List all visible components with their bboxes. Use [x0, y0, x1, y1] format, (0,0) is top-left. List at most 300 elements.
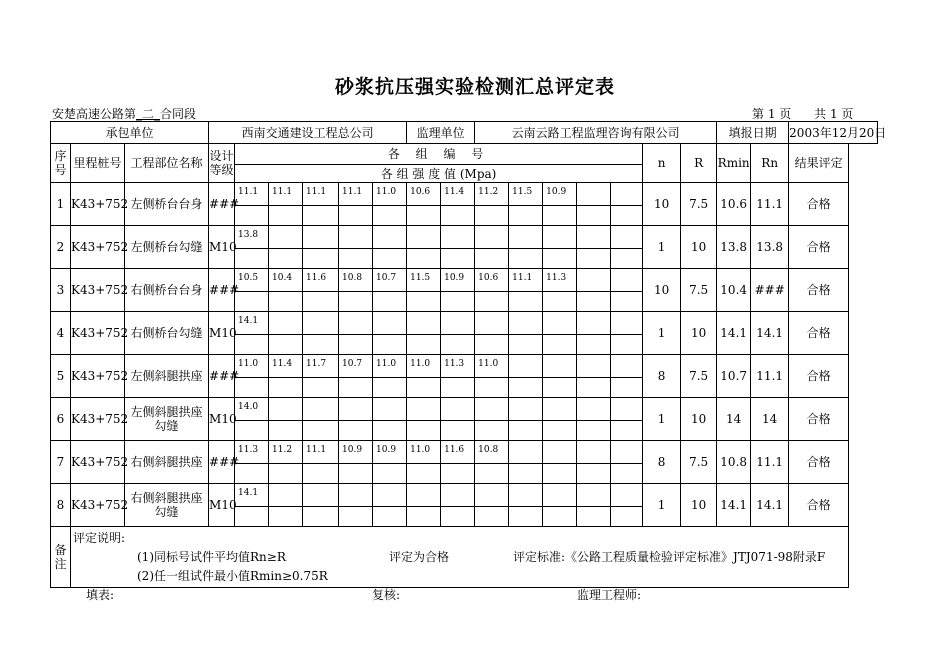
- page-number: 第 1 页: [752, 107, 792, 121]
- col-rn: Rn: [751, 144, 789, 183]
- strength-value: 10.6: [475, 269, 509, 292]
- col-group-strength: 各 组 强 度 值 (Mpa): [235, 165, 643, 183]
- strength-cell-lower: [235, 249, 269, 269]
- col-n: n: [643, 144, 681, 183]
- date-label: 填报日期: [717, 122, 789, 144]
- row-r: 7.5: [681, 441, 717, 484]
- strength-value: 11.7: [303, 355, 339, 378]
- col-design-grade: 设计等级: [209, 144, 235, 183]
- strength-value: [303, 398, 339, 421]
- strength-cell-lower: [509, 335, 543, 355]
- strength-cell-lower: [269, 206, 303, 226]
- row-part: 右侧桥台台身: [125, 269, 209, 312]
- strength-cell-lower: [373, 421, 407, 441]
- row-rn: 14.1: [751, 484, 789, 527]
- strength-value: 14.1: [235, 312, 269, 335]
- row-rmin: 10.8: [717, 441, 751, 484]
- row-part: 左侧斜腿拱座勾缝: [125, 398, 209, 441]
- row-rmin: 10.7: [717, 355, 751, 398]
- strength-value: [611, 398, 643, 421]
- strength-cell-lower: [543, 507, 577, 527]
- strength-cell-lower: [373, 507, 407, 527]
- strength-value: [509, 398, 543, 421]
- notes-verdict: 评定为合格: [389, 550, 450, 564]
- strength-value: 11.0: [235, 355, 269, 378]
- row-rn: ###: [751, 269, 789, 312]
- row-seq: 7: [51, 441, 71, 484]
- strength-value: [577, 441, 611, 464]
- strength-cell-lower: [543, 421, 577, 441]
- strength-value: [577, 484, 611, 507]
- strength-value: [303, 226, 339, 249]
- row-rn: 11.1: [751, 183, 789, 226]
- strength-cell-lower: [269, 421, 303, 441]
- strength-value: [441, 226, 475, 249]
- strength-value: 13.8: [235, 226, 269, 249]
- row-result: 合格: [789, 269, 849, 312]
- strength-cell-lower: [235, 421, 269, 441]
- row-station: K43+752: [71, 398, 125, 441]
- strength-cell-lower: [373, 249, 407, 269]
- strength-value: 10.8: [475, 441, 509, 464]
- strength-value: 14.1: [235, 484, 269, 507]
- strength-value: 11.1: [303, 183, 339, 206]
- strength-value: 11.6: [441, 441, 475, 464]
- strength-value: 11.1: [235, 183, 269, 206]
- row-part: 左侧桥台勾缝: [125, 226, 209, 269]
- row-n: 1: [643, 312, 681, 355]
- row-r: 7.5: [681, 355, 717, 398]
- row-result: 合格: [789, 226, 849, 269]
- strength-value: 10.9: [373, 441, 407, 464]
- strength-cell-lower: [509, 464, 543, 484]
- strength-value: [611, 312, 643, 335]
- strength-value: [339, 398, 373, 421]
- row-n: 10: [643, 269, 681, 312]
- strength-cell-lower: [235, 206, 269, 226]
- table-row: [51, 484, 878, 507]
- table-row: [51, 226, 878, 249]
- strength-cell-lower: [303, 335, 339, 355]
- strength-value: [611, 484, 643, 507]
- row-r: 10: [681, 398, 717, 441]
- row-n: 1: [643, 226, 681, 269]
- strength-value: [373, 226, 407, 249]
- project-section: 安楚高速公路第_二_合同段: [52, 107, 197, 121]
- col-rmin: Rmin: [717, 144, 751, 183]
- strength-value: 10.7: [339, 355, 373, 378]
- strength-cell-lower: [577, 206, 611, 226]
- strength-cell-lower: [269, 507, 303, 527]
- strength-cell-lower: [611, 464, 643, 484]
- strength-value: [611, 355, 643, 378]
- strength-cell-lower: [407, 206, 441, 226]
- strength-value: 10.4: [269, 269, 303, 292]
- row-n: 8: [643, 355, 681, 398]
- strength-value: [577, 269, 611, 292]
- strength-cell-lower: [543, 249, 577, 269]
- strength-cell-lower: [509, 507, 543, 527]
- strength-value: 10.6: [407, 183, 441, 206]
- row-rmin: 14.1: [717, 312, 751, 355]
- notes-content: [71, 527, 849, 588]
- strength-value: [407, 226, 441, 249]
- strength-value: 11.5: [407, 269, 441, 292]
- supervisor-value: 云南云路工程监理咨询有限公司: [475, 122, 717, 144]
- strength-cell-lower: [373, 206, 407, 226]
- strength-value: [611, 441, 643, 464]
- row-rmin: 14: [717, 398, 751, 441]
- strength-cell-lower: [441, 421, 475, 441]
- strength-cell-lower: [543, 292, 577, 312]
- strength-value: 10.9: [339, 441, 373, 464]
- strength-cell-lower: [303, 206, 339, 226]
- notes-label: 备注: [51, 527, 71, 588]
- strength-value: 11.0: [373, 183, 407, 206]
- row-result: 合格: [789, 355, 849, 398]
- row-rmin: 10.6: [717, 183, 751, 226]
- strength-value: [611, 269, 643, 292]
- strength-cell-lower: [339, 421, 373, 441]
- strength-value: [441, 398, 475, 421]
- strength-cell-lower: [269, 249, 303, 269]
- strength-value: [543, 484, 577, 507]
- strength-cell-lower: [475, 421, 509, 441]
- strength-value: [441, 484, 475, 507]
- row-rn: 11.1: [751, 355, 789, 398]
- row-result: 合格: [789, 441, 849, 484]
- strength-value: [509, 312, 543, 335]
- strength-cell-lower: [475, 249, 509, 269]
- strength-value: [611, 183, 643, 206]
- strength-cell-lower: [509, 292, 543, 312]
- strength-cell-lower: [303, 378, 339, 398]
- strength-value: 11.4: [441, 183, 475, 206]
- strength-cell-lower: [269, 335, 303, 355]
- notes-row: [51, 527, 878, 588]
- strength-value: [269, 484, 303, 507]
- strength-cell-lower: [509, 249, 543, 269]
- row-grade: M10: [209, 484, 235, 527]
- col-station: 里程桩号: [71, 144, 125, 183]
- col-result: 结果评定: [789, 144, 849, 183]
- strength-cell-lower: [373, 378, 407, 398]
- engineer-signature: 监理工程师:: [577, 588, 642, 602]
- col-r: R: [681, 144, 717, 183]
- strength-cell-lower: [373, 335, 407, 355]
- strength-cell-lower: [577, 378, 611, 398]
- strength-value: 11.6: [303, 269, 339, 292]
- strength-value: [509, 226, 543, 249]
- row-grade: M10: [209, 398, 235, 441]
- strength-cell-lower: [441, 292, 475, 312]
- strength-cell-lower: [475, 464, 509, 484]
- strength-cell-lower: [339, 335, 373, 355]
- strength-value: [303, 312, 339, 335]
- strength-value: 10.9: [441, 269, 475, 292]
- strength-cell-lower: [235, 464, 269, 484]
- row-r: 10: [681, 312, 717, 355]
- strength-value: [407, 484, 441, 507]
- strength-cell-lower: [611, 507, 643, 527]
- strength-cell-lower: [303, 464, 339, 484]
- strength-cell-lower: [441, 507, 475, 527]
- strength-value: [543, 312, 577, 335]
- row-result: 合格: [789, 312, 849, 355]
- row-part: 右侧斜腿拱座: [125, 441, 209, 484]
- notes-standard: 评定标准:《公路工程质量检验评定标准》JTJ071-98附录F: [513, 550, 826, 564]
- strength-cell-lower: [303, 292, 339, 312]
- strength-value: [475, 484, 509, 507]
- strength-cell-lower: [577, 335, 611, 355]
- strength-value: 11.1: [509, 269, 543, 292]
- row-rmin: 14.1: [717, 484, 751, 527]
- header-row: [51, 144, 878, 165]
- strength-value: [509, 484, 543, 507]
- row-result: 合格: [789, 484, 849, 527]
- row-n: 1: [643, 398, 681, 441]
- strength-cell-lower: [509, 378, 543, 398]
- strength-cell-lower: [235, 335, 269, 355]
- strength-cell-lower: [303, 249, 339, 269]
- strength-cell-lower: [543, 464, 577, 484]
- row-result: 合格: [789, 183, 849, 226]
- strength-value: [407, 398, 441, 421]
- row-station: K43+752: [71, 226, 125, 269]
- strength-cell-lower: [235, 378, 269, 398]
- strength-value: [339, 312, 373, 335]
- strength-value: [339, 226, 373, 249]
- project-prefix: 安楚高速公路第: [52, 107, 137, 121]
- strength-value: [543, 226, 577, 249]
- col-group-number: 各 组 编 号: [235, 144, 643, 165]
- table-row: [51, 355, 878, 378]
- strength-cell-lower: [303, 421, 339, 441]
- strength-cell-lower: [509, 206, 543, 226]
- strength-value: 10.7: [373, 269, 407, 292]
- strength-cell-lower: [235, 292, 269, 312]
- filler-signature: 填表:: [86, 588, 115, 602]
- strength-cell-lower: [339, 292, 373, 312]
- strength-cell-lower: [577, 507, 611, 527]
- notes-line-1: (1)同标号试件平均值Rn≥R: [137, 550, 286, 564]
- strength-value: [303, 484, 339, 507]
- strength-cell-lower: [339, 507, 373, 527]
- strength-cell-lower: [407, 335, 441, 355]
- row-r: 10: [681, 226, 717, 269]
- row-n: 10: [643, 183, 681, 226]
- row-grade: M10: [209, 312, 235, 355]
- row-result: 合格: [789, 398, 849, 441]
- strength-cell-lower: [475, 335, 509, 355]
- strength-cell-lower: [407, 378, 441, 398]
- strength-cell-lower: [373, 464, 407, 484]
- strength-cell-lower: [441, 378, 475, 398]
- strength-cell-lower: [407, 464, 441, 484]
- col-part: 工程部位名称: [125, 144, 209, 183]
- strength-value: 11.0: [407, 355, 441, 378]
- row-r: 7.5: [681, 269, 717, 312]
- strength-cell-lower: [577, 249, 611, 269]
- table-row: [51, 183, 878, 206]
- table-row: [51, 312, 878, 335]
- row-station: K43+752: [71, 312, 125, 355]
- project-suffix: 合同段: [160, 107, 197, 121]
- strength-cell-lower: [475, 292, 509, 312]
- row-grade: ###: [209, 183, 235, 226]
- strength-value: 11.1: [269, 183, 303, 206]
- strength-value: [373, 398, 407, 421]
- table-row: [51, 441, 878, 464]
- row-seq: 6: [51, 398, 71, 441]
- strength-value: [475, 398, 509, 421]
- page-indicator: [752, 105, 853, 122]
- reviewer-signature: 复核:: [372, 588, 401, 602]
- strength-value: [269, 226, 303, 249]
- col-seq: 序号: [51, 144, 71, 183]
- strength-value: [543, 398, 577, 421]
- strength-cell-lower: [441, 464, 475, 484]
- row-station: K43+752: [71, 183, 125, 226]
- row-station: K43+752: [71, 484, 125, 527]
- row-r: 7.5: [681, 183, 717, 226]
- strength-cell-lower: [611, 206, 643, 226]
- strength-cell-lower: [441, 335, 475, 355]
- strength-cell-lower: [269, 378, 303, 398]
- notes-heading: 评定说明:: [73, 531, 126, 545]
- strength-value: 10.8: [339, 269, 373, 292]
- row-seq: 3: [51, 269, 71, 312]
- strength-value: 11.3: [441, 355, 475, 378]
- row-n: 8: [643, 441, 681, 484]
- row-seq: 5: [51, 355, 71, 398]
- row-grade: M10: [209, 226, 235, 269]
- strength-value: 11.0: [475, 355, 509, 378]
- strength-value: 11.1: [339, 183, 373, 206]
- row-part: 左侧斜腿拱座: [125, 355, 209, 398]
- row-seq: 2: [51, 226, 71, 269]
- strength-cell-lower: [611, 292, 643, 312]
- strength-value: [543, 355, 577, 378]
- table-row: [51, 269, 878, 292]
- strength-cell-lower: [339, 378, 373, 398]
- row-n: 1: [643, 484, 681, 527]
- row-seq: 4: [51, 312, 71, 355]
- strength-cell-lower: [373, 292, 407, 312]
- strength-cell-lower: [543, 206, 577, 226]
- strength-value: [441, 312, 475, 335]
- strength-cell-lower: [407, 249, 441, 269]
- strength-cell-lower: [543, 378, 577, 398]
- strength-value: 10.5: [235, 269, 269, 292]
- row-part: 左侧桥台台身: [125, 183, 209, 226]
- strength-value: [339, 484, 373, 507]
- strength-cell-lower: [475, 507, 509, 527]
- strength-cell-lower: [475, 206, 509, 226]
- date-value: 2003年12月20日: [789, 122, 878, 144]
- strength-value: [509, 355, 543, 378]
- row-station: K43+752: [71, 355, 125, 398]
- strength-value: [475, 226, 509, 249]
- strength-value: [373, 484, 407, 507]
- strength-value: [611, 226, 643, 249]
- page-total: 共 1 页: [814, 107, 854, 121]
- strength-cell-lower: [543, 335, 577, 355]
- strength-cell-lower: [577, 421, 611, 441]
- notes-line-2: (2)任一组试件最小值Rmin≥0.75R: [137, 569, 328, 583]
- strength-cell-lower: [441, 206, 475, 226]
- strength-value: 11.2: [475, 183, 509, 206]
- row-rmin: 13.8: [717, 226, 751, 269]
- strength-cell-lower: [611, 249, 643, 269]
- strength-value: [509, 441, 543, 464]
- row-rn: 14.1: [751, 312, 789, 355]
- page-title: 砂浆抗压强实验检测汇总评定表: [334, 76, 615, 98]
- section-number: 二: [142, 107, 155, 121]
- strength-cell-lower: [407, 292, 441, 312]
- strength-cell-lower: [235, 507, 269, 527]
- row-rn: 14: [751, 398, 789, 441]
- strength-cell-lower: [577, 292, 611, 312]
- strength-value: [543, 441, 577, 464]
- strength-value: [269, 398, 303, 421]
- strength-cell-lower: [339, 249, 373, 269]
- strength-value: [373, 312, 407, 335]
- row-grade: ###: [209, 441, 235, 484]
- row-part: 右侧桥台勾缝: [125, 312, 209, 355]
- row-grade: ###: [209, 269, 235, 312]
- strength-value: 14.0: [235, 398, 269, 421]
- row-seq: 1: [51, 183, 71, 226]
- strength-value: [577, 355, 611, 378]
- strength-cell-lower: [269, 464, 303, 484]
- row-station: K43+752: [71, 269, 125, 312]
- strength-value: 11.3: [235, 441, 269, 464]
- info-row: [51, 122, 878, 144]
- strength-value: 11.5: [509, 183, 543, 206]
- row-rmin: 10.4: [717, 269, 751, 312]
- strength-value: [475, 312, 509, 335]
- row-part: 右侧斜腿拱座勾缝: [125, 484, 209, 527]
- row-station: K43+752: [71, 441, 125, 484]
- strength-value: 11.2: [269, 441, 303, 464]
- supervisor-label: 监理单位: [407, 122, 475, 144]
- strength-cell-lower: [611, 335, 643, 355]
- strength-value: [407, 312, 441, 335]
- row-seq: 8: [51, 484, 71, 527]
- strength-value: 11.0: [373, 355, 407, 378]
- strength-cell-lower: [407, 421, 441, 441]
- strength-value: 11.0: [407, 441, 441, 464]
- strength-cell-lower: [577, 464, 611, 484]
- strength-value: 11.3: [543, 269, 577, 292]
- strength-cell-lower: [407, 507, 441, 527]
- strength-cell-lower: [303, 507, 339, 527]
- strength-value: 11.4: [269, 355, 303, 378]
- row-rn: 11.1: [751, 441, 789, 484]
- row-rn: 13.8: [751, 226, 789, 269]
- strength-cell-lower: [475, 378, 509, 398]
- strength-cell-lower: [509, 421, 543, 441]
- summary-table: [50, 121, 887, 588]
- row-grade: ###: [209, 355, 235, 398]
- row-r: 10: [681, 484, 717, 527]
- strength-value: 11.1: [303, 441, 339, 464]
- strength-cell-lower: [269, 292, 303, 312]
- strength-cell-lower: [611, 421, 643, 441]
- contractor-label: 承包单位: [51, 122, 209, 144]
- contractor-value: 西南交通建设工程总公司: [209, 122, 407, 144]
